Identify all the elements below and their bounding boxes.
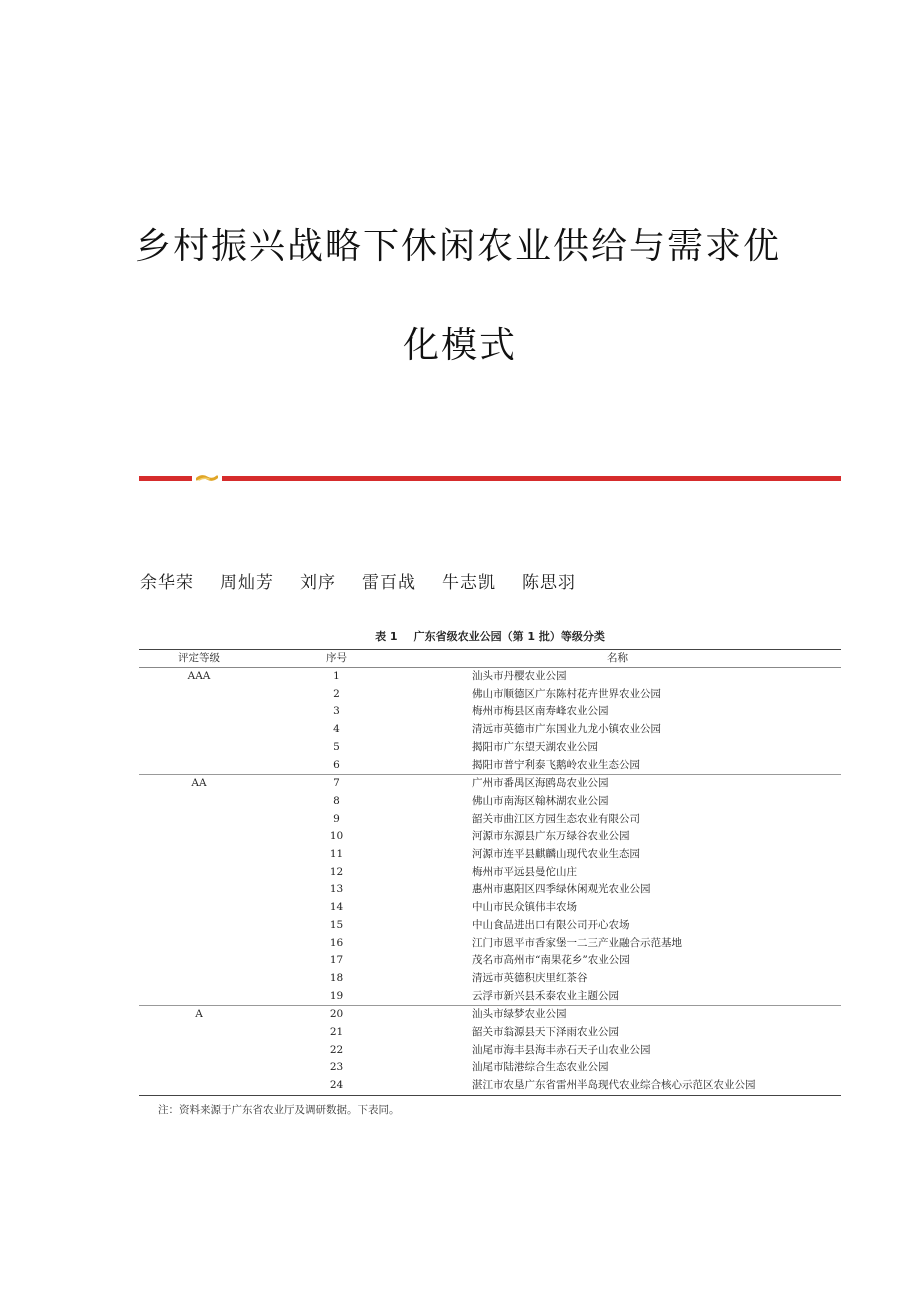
- cell-grade: [139, 899, 259, 917]
- table-caption-number: 表 1: [375, 630, 398, 643]
- page-title-line-1: 乡村振兴战略下休闲农业供给与需求优: [134, 226, 781, 267]
- cell-grade: [139, 846, 259, 864]
- table-row: [139, 757, 841, 775]
- cell-grade: [139, 828, 259, 846]
- cell-number: 15: [329, 918, 344, 931]
- cell-name: 河源市连平县麒麟山现代农业生态园: [472, 848, 640, 861]
- cell-grade: AAA: [187, 670, 211, 682]
- author-name: 陈思羽: [522, 573, 576, 593]
- cell-number: 2: [333, 687, 340, 700]
- divider-ornament-icon: [196, 474, 218, 483]
- cell-number: 21: [329, 1026, 344, 1039]
- cell-name: 揭阳市广东望天湖农业公园: [472, 740, 598, 753]
- cell-number: 7: [259, 775, 394, 793]
- cell-number: 9: [333, 812, 340, 825]
- table-row: [139, 970, 841, 988]
- cell-number: 5: [333, 740, 340, 753]
- cell-number: 12: [329, 865, 344, 878]
- table-header-row: [139, 650, 841, 668]
- cell-grade: [139, 811, 259, 829]
- title-divider-left: [139, 476, 192, 481]
- author-name: 牛志凯: [442, 573, 496, 593]
- cell-grade: [139, 1024, 259, 1042]
- cell-name: 佛山市南海区翰林湖农业公园: [472, 794, 609, 807]
- table-row: [139, 1042, 841, 1060]
- cell-number: 10: [329, 830, 344, 843]
- cell-number: 18: [329, 971, 344, 984]
- cell-name: 汕头市绿梦农业公园: [394, 1006, 841, 1024]
- cell-grade: [139, 1077, 259, 1095]
- author-name: 刘序: [300, 573, 336, 593]
- agri-park-grade-table: [139, 649, 841, 1096]
- title-divider-right: [222, 476, 841, 481]
- cell-name: 中山市民众镇伟丰农场: [472, 901, 577, 914]
- author-list: [140, 568, 576, 592]
- cell-number: 19: [329, 989, 344, 1002]
- table-row: [139, 917, 841, 935]
- cell-number: 3: [333, 705, 340, 718]
- table-note: 注：资料来源于广东省农业厅及调研数据。下表同。: [158, 1104, 400, 1116]
- cell-grade: [139, 1059, 259, 1077]
- cell-name: 湛江市农垦广东省雷州半岛现代农业综合核心示范区农业公园: [394, 1077, 841, 1095]
- header-name: 名称: [394, 650, 841, 668]
- table-row: [139, 686, 841, 704]
- cell-grade: [139, 721, 259, 739]
- cell-name: 清远市英德市广东国业九龙小镇农业公园: [472, 723, 661, 736]
- cell-name: 佛山市顺德区广东陈村花卉世界农业公园: [472, 687, 661, 700]
- cell-name: 汕尾市陆港综合生态农业公园: [472, 1061, 609, 1074]
- table-row: [139, 952, 841, 970]
- table-row: [139, 1059, 841, 1077]
- cell-grade: [139, 952, 259, 970]
- cell-number: 4: [333, 723, 340, 736]
- cell-name: 梅州市梅县区南寿峰农业公园: [472, 705, 609, 718]
- cell-name: 广州市番禺区海鸥岛农业公园: [394, 775, 841, 793]
- cell-number: 13: [329, 883, 344, 896]
- table-row: [139, 775, 841, 793]
- cell-name: 清远市英德积庆里红茶谷: [472, 971, 588, 984]
- cell-number: 8: [333, 794, 340, 807]
- table-row: [139, 899, 841, 917]
- author-name: 周灿芳: [220, 573, 274, 593]
- author-name: 雷百战: [362, 573, 416, 593]
- cell-number: 17: [329, 954, 344, 967]
- cell-grade: [139, 988, 259, 1006]
- cell-grade: AA: [139, 775, 259, 793]
- cell-name: 梅州市平远县曼佗山庄: [472, 865, 577, 878]
- cell-grade: [139, 703, 259, 721]
- cell-number: 22: [329, 1043, 344, 1056]
- cell-name: 韶关市翁源县天下泽雨农业公园: [472, 1026, 619, 1039]
- table-row: [139, 828, 841, 846]
- cell-name: 惠州市惠阳区四季绿休闲观光农业公园: [472, 883, 651, 896]
- cell-grade: [139, 686, 259, 704]
- cell-grade: [139, 881, 259, 899]
- table-row: [139, 864, 841, 882]
- table-row: [139, 1077, 841, 1095]
- cell-name: 茂名市高州市“南果花乡”农业公园: [472, 954, 630, 967]
- author-name: 余华荣: [140, 573, 194, 593]
- cell-name: 汕尾市海丰县海丰赤石天子山农业公园: [472, 1043, 651, 1056]
- table-row: [139, 721, 841, 739]
- table-row: [139, 793, 841, 811]
- cell-number: 14: [329, 901, 344, 914]
- cell-name: 韶关市曲江区方园生态农业有限公司: [472, 812, 640, 825]
- cell-number: 24: [259, 1077, 394, 1095]
- cell-number: 11: [329, 848, 344, 861]
- table-caption-text: 广东省级农业公园（第 1 批）等级分类: [413, 630, 605, 643]
- table-row: [139, 1024, 841, 1042]
- table-row: [139, 988, 841, 1006]
- table-row: [139, 811, 841, 829]
- table-row: [139, 935, 841, 953]
- cell-grade: [139, 739, 259, 757]
- table-row: [139, 668, 841, 686]
- cell-grade: [139, 757, 259, 775]
- table-row: [139, 846, 841, 864]
- cell-grade: [139, 970, 259, 988]
- table-row: [139, 881, 841, 899]
- cell-number: 16: [329, 936, 344, 949]
- cell-grade: [139, 935, 259, 953]
- cell-grade: [139, 864, 259, 882]
- page-title-line-2: 化模式: [402, 325, 517, 366]
- cell-grade: [139, 1042, 259, 1060]
- cell-grade: [139, 917, 259, 935]
- table-row: [139, 703, 841, 721]
- table-caption: [139, 628, 841, 644]
- cell-grade: A: [139, 1006, 259, 1024]
- cell-grade: [139, 793, 259, 811]
- table-row: [139, 1006, 841, 1024]
- cell-number: 6: [333, 758, 340, 771]
- cell-number: 1: [333, 670, 340, 682]
- cell-name: 汕头市丹樱农业公园: [472, 670, 567, 682]
- cell-name: 揭阳市普宁利泰飞鹅岭农业生态公园: [472, 758, 640, 771]
- header-grade: 评定等级: [139, 650, 259, 668]
- cell-name: 中山食品进出口有限公司开心农场: [472, 918, 630, 931]
- header-number: 序号: [259, 650, 394, 668]
- cell-number: 23: [329, 1061, 344, 1074]
- cell-name: 江门市恩平市香家堡一二三产业融合示范基地: [472, 936, 682, 949]
- cell-number: 20: [259, 1006, 394, 1024]
- cell-name: 云浮市新兴县禾泰农业主题公园: [472, 989, 619, 1002]
- table-row: [139, 739, 841, 757]
- cell-name: 河源市东源县广东万绿谷农业公园: [472, 830, 630, 843]
